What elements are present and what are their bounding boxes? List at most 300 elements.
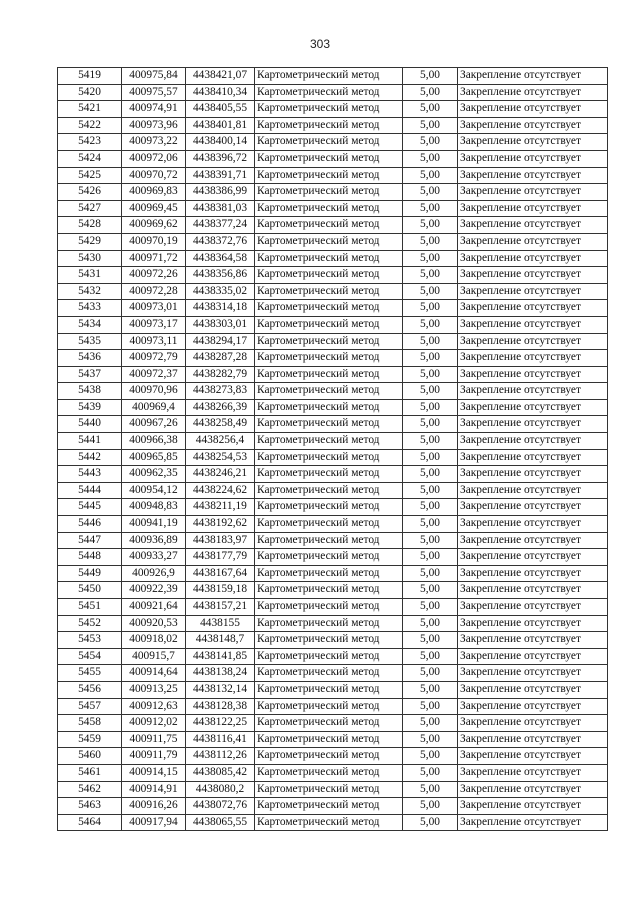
error-cell: 5,00	[403, 715, 458, 732]
fixation-cell: Закрепление отсутствует	[458, 433, 608, 450]
x-coordinate-cell: 400914,64	[122, 665, 186, 682]
table-row	[58, 167, 608, 184]
y-coordinate-cell: 4438159,18	[186, 582, 255, 599]
error-cell: 5,00	[403, 681, 458, 698]
x-coordinate-cell: 400970,72	[122, 167, 186, 184]
fixation-cell: Закрепление отсутствует	[458, 383, 608, 400]
point-number-cell: 5459	[58, 731, 122, 748]
error-cell: 5,00	[403, 466, 458, 483]
y-coordinate-cell: 4438405,55	[186, 101, 255, 118]
y-coordinate-cell: 4438183,97	[186, 532, 255, 549]
method-cell: Картометрический метод	[255, 565, 403, 582]
fixation-cell: Закрепление отсутствует	[458, 632, 608, 649]
point-number-cell: 5423	[58, 134, 122, 151]
error-cell: 5,00	[403, 399, 458, 416]
method-cell: Картометрический метод	[255, 681, 403, 698]
y-coordinate-cell: 4438148,7	[186, 632, 255, 649]
error-cell: 5,00	[403, 599, 458, 616]
error-cell: 5,00	[403, 68, 458, 85]
error-cell: 5,00	[403, 781, 458, 798]
point-number-cell: 5462	[58, 781, 122, 798]
x-coordinate-cell: 400912,02	[122, 715, 186, 732]
fixation-cell: Закрепление отсутствует	[458, 449, 608, 466]
point-number-cell: 5448	[58, 549, 122, 566]
method-cell: Картометрический метод	[255, 316, 403, 333]
table-row	[58, 781, 608, 798]
fixation-cell: Закрепление отсутствует	[458, 814, 608, 831]
error-cell: 5,00	[403, 532, 458, 549]
y-coordinate-cell: 4438294,17	[186, 333, 255, 350]
method-cell: Картометрический метод	[255, 433, 403, 450]
table-row	[58, 499, 608, 516]
method-cell: Картометрический метод	[255, 748, 403, 765]
x-coordinate-cell: 400973,11	[122, 333, 186, 350]
fixation-cell: Закрепление отсутствует	[458, 366, 608, 383]
fixation-cell: Закрепление отсутствует	[458, 599, 608, 616]
method-cell: Картометрический метод	[255, 366, 403, 383]
y-coordinate-cell: 4438122,25	[186, 715, 255, 732]
table-row	[58, 698, 608, 715]
point-number-cell: 5436	[58, 350, 122, 367]
y-coordinate-cell: 4438141,85	[186, 648, 255, 665]
error-cell: 5,00	[403, 582, 458, 599]
x-coordinate-cell: 400969,4	[122, 399, 186, 416]
y-coordinate-cell: 4438287,28	[186, 350, 255, 367]
point-number-cell: 5424	[58, 150, 122, 167]
fixation-cell: Закрепление отсутствует	[458, 250, 608, 267]
fixation-cell: Закрепление отсутствует	[458, 648, 608, 665]
method-cell: Картометрический метод	[255, 101, 403, 118]
fixation-cell: Закрепление отсутствует	[458, 184, 608, 201]
error-cell: 5,00	[403, 698, 458, 715]
method-cell: Картометрический метод	[255, 217, 403, 234]
y-coordinate-cell: 4438421,07	[186, 68, 255, 85]
fixation-cell: Закрепление отсутствует	[458, 283, 608, 300]
x-coordinate-cell: 400971,72	[122, 250, 186, 267]
x-coordinate-cell: 400914,15	[122, 764, 186, 781]
x-coordinate-cell: 400969,45	[122, 200, 186, 217]
fixation-cell: Закрепление отсутствует	[458, 499, 608, 516]
x-coordinate-cell: 400973,96	[122, 117, 186, 134]
error-cell: 5,00	[403, 200, 458, 217]
x-coordinate-cell: 400920,53	[122, 615, 186, 632]
error-cell: 5,00	[403, 117, 458, 134]
point-number-cell: 5447	[58, 532, 122, 549]
error-cell: 5,00	[403, 748, 458, 765]
x-coordinate-cell: 400917,94	[122, 814, 186, 831]
error-cell: 5,00	[403, 499, 458, 516]
error-cell: 5,00	[403, 632, 458, 649]
table-row	[58, 433, 608, 450]
y-coordinate-cell: 4438400,14	[186, 134, 255, 151]
table-row	[58, 615, 608, 632]
table-row	[58, 267, 608, 284]
point-number-cell: 5438	[58, 383, 122, 400]
point-number-cell: 5455	[58, 665, 122, 682]
table-row	[58, 101, 608, 118]
x-coordinate-cell: 400965,85	[122, 449, 186, 466]
method-cell: Картометрический метод	[255, 267, 403, 284]
point-number-cell: 5453	[58, 632, 122, 649]
table-body	[58, 68, 608, 831]
table-row	[58, 764, 608, 781]
fixation-cell: Закрепление отсутствует	[458, 715, 608, 732]
method-cell: Картометрический метод	[255, 117, 403, 134]
error-cell: 5,00	[403, 150, 458, 167]
error-cell: 5,00	[403, 565, 458, 582]
method-cell: Картометрический метод	[255, 582, 403, 599]
x-coordinate-cell: 400913,25	[122, 681, 186, 698]
x-coordinate-cell: 400975,84	[122, 68, 186, 85]
fixation-cell: Закрепление отсутствует	[458, 399, 608, 416]
x-coordinate-cell: 400972,79	[122, 350, 186, 367]
error-cell: 5,00	[403, 134, 458, 151]
method-cell: Картометрический метод	[255, 599, 403, 616]
x-coordinate-cell: 400970,19	[122, 233, 186, 250]
error-cell: 5,00	[403, 267, 458, 284]
point-number-cell: 5427	[58, 200, 122, 217]
point-number-cell: 5464	[58, 814, 122, 831]
y-coordinate-cell: 4438085,42	[186, 764, 255, 781]
error-cell: 5,00	[403, 665, 458, 682]
point-number-cell: 5456	[58, 681, 122, 698]
table-row	[58, 233, 608, 250]
y-coordinate-cell: 4438246,21	[186, 466, 255, 483]
error-cell: 5,00	[403, 482, 458, 499]
fixation-cell: Закрепление отсутствует	[458, 764, 608, 781]
y-coordinate-cell: 4438112,26	[186, 748, 255, 765]
fixation-cell: Закрепление отсутствует	[458, 665, 608, 682]
table-row	[58, 350, 608, 367]
method-cell: Картометрический метод	[255, 350, 403, 367]
error-cell: 5,00	[403, 217, 458, 234]
table-row	[58, 648, 608, 665]
y-coordinate-cell: 4438167,64	[186, 565, 255, 582]
fixation-cell: Закрепление отсутствует	[458, 416, 608, 433]
y-coordinate-cell: 4438273,83	[186, 383, 255, 400]
error-cell: 5,00	[403, 764, 458, 781]
fixation-cell: Закрепление отсутствует	[458, 798, 608, 815]
table-row	[58, 333, 608, 350]
x-coordinate-cell: 400921,64	[122, 599, 186, 616]
table-row	[58, 599, 608, 616]
point-number-cell: 5452	[58, 615, 122, 632]
point-number-cell: 5441	[58, 433, 122, 450]
y-coordinate-cell: 4438401,81	[186, 117, 255, 134]
method-cell: Картометрический метод	[255, 383, 403, 400]
point-number-cell: 5420	[58, 84, 122, 101]
point-number-cell: 5450	[58, 582, 122, 599]
y-coordinate-cell: 4438132,14	[186, 681, 255, 698]
method-cell: Картометрический метод	[255, 233, 403, 250]
point-number-cell: 5421	[58, 101, 122, 118]
table-row	[58, 632, 608, 649]
table-row	[58, 300, 608, 317]
x-coordinate-cell: 400926,9	[122, 565, 186, 582]
error-cell: 5,00	[403, 167, 458, 184]
table-row	[58, 316, 608, 333]
x-coordinate-cell: 400969,83	[122, 184, 186, 201]
table-row	[58, 814, 608, 831]
point-number-cell: 5439	[58, 399, 122, 416]
fixation-cell: Закрепление отсутствует	[458, 333, 608, 350]
y-coordinate-cell: 4438391,71	[186, 167, 255, 184]
fixation-cell: Закрепление отсутствует	[458, 731, 608, 748]
y-coordinate-cell: 4438116,41	[186, 731, 255, 748]
method-cell: Картометрический метод	[255, 283, 403, 300]
point-number-cell: 5429	[58, 233, 122, 250]
y-coordinate-cell: 4438266,39	[186, 399, 255, 416]
x-coordinate-cell: 400972,28	[122, 283, 186, 300]
method-cell: Картометрический метод	[255, 532, 403, 549]
error-cell: 5,00	[403, 283, 458, 300]
table-row	[58, 416, 608, 433]
table-row	[58, 68, 608, 85]
x-coordinate-cell: 400912,63	[122, 698, 186, 715]
fixation-cell: Закрепление отсутствует	[458, 549, 608, 566]
fixation-cell: Закрепление отсутствует	[458, 565, 608, 582]
point-number-cell: 5446	[58, 516, 122, 533]
method-cell: Картометрический метод	[255, 781, 403, 798]
point-number-cell: 5432	[58, 283, 122, 300]
x-coordinate-cell: 400914,91	[122, 781, 186, 798]
table-row	[58, 250, 608, 267]
table-row	[58, 283, 608, 300]
error-cell: 5,00	[403, 101, 458, 118]
error-cell: 5,00	[403, 416, 458, 433]
x-coordinate-cell: 400966,38	[122, 433, 186, 450]
method-cell: Картометрический метод	[255, 731, 403, 748]
fixation-cell: Закрепление отсутствует	[458, 466, 608, 483]
fixation-cell: Закрепление отсутствует	[458, 482, 608, 499]
x-coordinate-cell: 400970,96	[122, 383, 186, 400]
error-cell: 5,00	[403, 798, 458, 815]
method-cell: Картометрический метод	[255, 300, 403, 317]
y-coordinate-cell: 4438256,4	[186, 433, 255, 450]
y-coordinate-cell: 4438157,21	[186, 599, 255, 616]
error-cell: 5,00	[403, 516, 458, 533]
y-coordinate-cell: 4438364,58	[186, 250, 255, 267]
coordinates-table	[57, 67, 608, 831]
x-coordinate-cell: 400973,22	[122, 134, 186, 151]
table-row	[58, 399, 608, 416]
y-coordinate-cell: 4438314,18	[186, 300, 255, 317]
y-coordinate-cell: 4438303,01	[186, 316, 255, 333]
fixation-cell: Закрепление отсутствует	[458, 267, 608, 284]
error-cell: 5,00	[403, 648, 458, 665]
fixation-cell: Закрепление отсутствует	[458, 698, 608, 715]
fixation-cell: Закрепление отсутствует	[458, 516, 608, 533]
y-coordinate-cell: 4438258,49	[186, 416, 255, 433]
y-coordinate-cell: 4438224,62	[186, 482, 255, 499]
x-coordinate-cell: 400918,02	[122, 632, 186, 649]
table-row	[58, 84, 608, 101]
method-cell: Картометрический метод	[255, 399, 403, 416]
point-number-cell: 5435	[58, 333, 122, 350]
error-cell: 5,00	[403, 350, 458, 367]
table-row	[58, 731, 608, 748]
fixation-cell: Закрепление отсутствует	[458, 316, 608, 333]
fixation-cell: Закрепление отсутствует	[458, 150, 608, 167]
table-row	[58, 117, 608, 134]
fixation-cell: Закрепление отсутствует	[458, 68, 608, 85]
error-cell: 5,00	[403, 433, 458, 450]
fixation-cell: Закрепление отсутствует	[458, 681, 608, 698]
point-number-cell: 5425	[58, 167, 122, 184]
x-coordinate-cell: 400916,26	[122, 798, 186, 815]
fixation-cell: Закрепление отсутствует	[458, 217, 608, 234]
table-row	[58, 383, 608, 400]
table-row	[58, 134, 608, 151]
table-row	[58, 565, 608, 582]
error-cell: 5,00	[403, 84, 458, 101]
table-row	[58, 150, 608, 167]
error-cell: 5,00	[403, 549, 458, 566]
fixation-cell: Закрепление отсутствует	[458, 117, 608, 134]
y-coordinate-cell: 4438335,02	[186, 283, 255, 300]
y-coordinate-cell: 4438072,76	[186, 798, 255, 815]
y-coordinate-cell: 4438396,72	[186, 150, 255, 167]
y-coordinate-cell: 4438377,24	[186, 217, 255, 234]
table-row	[58, 482, 608, 499]
y-coordinate-cell: 4438128,38	[186, 698, 255, 715]
x-coordinate-cell: 400948,83	[122, 499, 186, 516]
point-number-cell: 5460	[58, 748, 122, 765]
table-row	[58, 217, 608, 234]
method-cell: Картометрический метод	[255, 449, 403, 466]
error-cell: 5,00	[403, 333, 458, 350]
error-cell: 5,00	[403, 731, 458, 748]
point-number-cell: 5430	[58, 250, 122, 267]
error-cell: 5,00	[403, 383, 458, 400]
point-number-cell: 5445	[58, 499, 122, 516]
point-number-cell: 5444	[58, 482, 122, 499]
x-coordinate-cell: 400933,27	[122, 549, 186, 566]
error-cell: 5,00	[403, 300, 458, 317]
y-coordinate-cell: 4438386,99	[186, 184, 255, 201]
error-cell: 5,00	[403, 449, 458, 466]
point-number-cell: 5451	[58, 599, 122, 616]
point-number-cell: 5431	[58, 267, 122, 284]
point-number-cell: 5443	[58, 466, 122, 483]
x-coordinate-cell: 400941,19	[122, 516, 186, 533]
table-row	[58, 366, 608, 383]
y-coordinate-cell: 4438372,76	[186, 233, 255, 250]
table-row	[58, 665, 608, 682]
y-coordinate-cell: 4438356,86	[186, 267, 255, 284]
x-coordinate-cell: 400972,26	[122, 267, 186, 284]
page-number: 303	[309, 37, 331, 51]
point-number-cell: 5428	[58, 217, 122, 234]
error-cell: 5,00	[403, 366, 458, 383]
y-coordinate-cell: 4438138,24	[186, 665, 255, 682]
method-cell: Картометрический метод	[255, 516, 403, 533]
point-number-cell: 5422	[58, 117, 122, 134]
table-row	[58, 200, 608, 217]
method-cell: Картометрический метод	[255, 134, 403, 151]
point-number-cell: 5419	[58, 68, 122, 85]
method-cell: Картометрический метод	[255, 150, 403, 167]
table-row	[58, 466, 608, 483]
y-coordinate-cell: 4438410,34	[186, 84, 255, 101]
x-coordinate-cell: 400922,39	[122, 582, 186, 599]
method-cell: Картометрический метод	[255, 167, 403, 184]
x-coordinate-cell: 400973,17	[122, 316, 186, 333]
method-cell: Картометрический метод	[255, 715, 403, 732]
error-cell: 5,00	[403, 814, 458, 831]
fixation-cell: Закрепление отсутствует	[458, 582, 608, 599]
y-coordinate-cell: 4438065,55	[186, 814, 255, 831]
x-coordinate-cell: 400962,35	[122, 466, 186, 483]
table-row	[58, 449, 608, 466]
fixation-cell: Закрепление отсутствует	[458, 781, 608, 798]
x-coordinate-cell: 400954,12	[122, 482, 186, 499]
method-cell: Картометрический метод	[255, 482, 403, 499]
x-coordinate-cell: 400967,26	[122, 416, 186, 433]
x-coordinate-cell: 400969,62	[122, 217, 186, 234]
point-number-cell: 5457	[58, 698, 122, 715]
method-cell: Картометрический метод	[255, 798, 403, 815]
method-cell: Картометрический метод	[255, 184, 403, 201]
error-cell: 5,00	[403, 233, 458, 250]
y-coordinate-cell: 4438282,79	[186, 366, 255, 383]
point-number-cell: 5442	[58, 449, 122, 466]
method-cell: Картометрический метод	[255, 250, 403, 267]
method-cell: Картометрический метод	[255, 615, 403, 632]
method-cell: Картометрический метод	[255, 68, 403, 85]
point-number-cell: 5454	[58, 648, 122, 665]
y-coordinate-cell: 4438211,19	[186, 499, 255, 516]
error-cell: 5,00	[403, 316, 458, 333]
point-number-cell: 5463	[58, 798, 122, 815]
method-cell: Картометрический метод	[255, 499, 403, 516]
point-number-cell: 5437	[58, 366, 122, 383]
x-coordinate-cell: 400911,75	[122, 731, 186, 748]
method-cell: Картометрический метод	[255, 814, 403, 831]
fixation-cell: Закрепление отсутствует	[458, 350, 608, 367]
y-coordinate-cell: 4438254,53	[186, 449, 255, 466]
point-number-cell: 5433	[58, 300, 122, 317]
table-row	[58, 681, 608, 698]
x-coordinate-cell: 400911,79	[122, 748, 186, 765]
method-cell: Картометрический метод	[255, 466, 403, 483]
table-row	[58, 184, 608, 201]
fixation-cell: Закрепление отсутствует	[458, 233, 608, 250]
method-cell: Картометрический метод	[255, 84, 403, 101]
fixation-cell: Закрепление отсутствует	[458, 134, 608, 151]
error-cell: 5,00	[403, 615, 458, 632]
point-number-cell: 5434	[58, 316, 122, 333]
point-number-cell: 5426	[58, 184, 122, 201]
y-coordinate-cell: 4438381,03	[186, 200, 255, 217]
method-cell: Картометрический метод	[255, 698, 403, 715]
y-coordinate-cell: 4438155	[186, 615, 255, 632]
x-coordinate-cell: 400972,06	[122, 150, 186, 167]
table-row	[58, 715, 608, 732]
fixation-cell: Закрепление отсутствует	[458, 167, 608, 184]
x-coordinate-cell: 400973,01	[122, 300, 186, 317]
method-cell: Картометрический метод	[255, 200, 403, 217]
fixation-cell: Закрепление отсутствует	[458, 748, 608, 765]
y-coordinate-cell: 4438192,62	[186, 516, 255, 533]
method-cell: Картометрический метод	[255, 632, 403, 649]
point-number-cell: 5458	[58, 715, 122, 732]
fixation-cell: Закрепление отсутствует	[458, 532, 608, 549]
x-coordinate-cell: 400936,89	[122, 532, 186, 549]
fixation-cell: Закрепление отсутствует	[458, 84, 608, 101]
method-cell: Картометрический метод	[255, 549, 403, 566]
table-row	[58, 549, 608, 566]
